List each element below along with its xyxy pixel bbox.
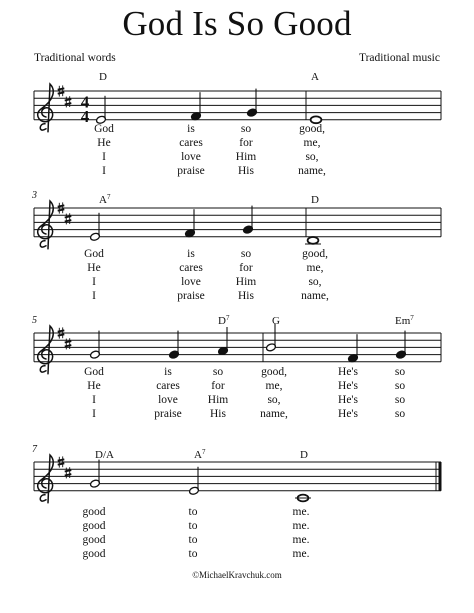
lyric-syllable: to (188, 520, 198, 532)
lyric-syllable: good, (299, 123, 325, 135)
chord-name: A (194, 449, 202, 461)
lyric-syllable: is (164, 366, 172, 378)
copyright-notice: ©MichaelKravchuk.com (192, 570, 282, 580)
lyric-syllable: God (94, 123, 114, 135)
lyric-syllable: good, (261, 366, 287, 378)
chord-name: A (311, 71, 319, 83)
lyrics-credit: Traditional words (34, 52, 116, 64)
lyric-syllable: I (92, 276, 96, 288)
lyric-syllable: God (84, 248, 104, 260)
lyric-syllable: He (97, 137, 111, 149)
chord-name: D/A (95, 449, 114, 461)
chord-symbol (272, 315, 280, 327)
lyric-syllable: so (394, 394, 406, 406)
lyric-syllable: He's (338, 366, 358, 378)
chord-name: D (218, 315, 226, 327)
lyric-syllable: name, (260, 408, 288, 420)
chord-name: Em (395, 315, 411, 327)
chord-superscript: 7 (225, 314, 230, 322)
lyric-syllable: He's (338, 408, 358, 420)
lyric-syllable: for (239, 262, 253, 274)
chord-symbol (395, 314, 414, 327)
chord-symbol (218, 314, 230, 327)
lyric-syllable: good (82, 534, 106, 546)
lyric-syllable: me. (292, 548, 310, 560)
lyric-syllable: so (394, 366, 406, 378)
lyric-syllable: for (211, 380, 225, 392)
chord-name: D (311, 194, 319, 206)
lyric-syllable: me, (265, 380, 283, 392)
lyric-syllable: I (92, 394, 96, 406)
lyric-syllable: so, (305, 151, 319, 163)
lyric-syllable: good (82, 520, 106, 532)
lyric-syllable: Him (235, 276, 257, 288)
measure-number: 3 (32, 190, 37, 201)
chord-name: G (272, 315, 280, 327)
lyric-syllable: love (181, 151, 201, 163)
chord-symbol (300, 449, 308, 461)
lyric-syllable: good (82, 548, 106, 560)
lyric-syllable: to (188, 548, 198, 560)
music-credit: Traditional music (358, 52, 440, 64)
lyric-syllable: to (188, 506, 198, 518)
lyric-syllable: Him (235, 151, 257, 163)
lyric-syllable: cares (179, 262, 203, 274)
song-title: God Is So Good (122, 4, 352, 43)
chord-superscript: 7 (201, 448, 206, 456)
lyric-syllable: so (212, 366, 224, 378)
chord-symbol (194, 448, 206, 461)
chord-symbol (95, 449, 114, 461)
lyric-syllable: me, (303, 137, 321, 149)
lyric-syllable: He (87, 380, 101, 392)
lyric-syllable: He's (338, 380, 358, 392)
chord-superscript: 7 (106, 193, 111, 201)
chord-symbol (311, 71, 319, 83)
lyric-syllable: me. (292, 506, 310, 518)
lyric-syllable: cares (156, 380, 180, 392)
lyric-syllable: so, (267, 394, 281, 406)
lyric-syllable: me. (292, 534, 310, 546)
lyric-syllable: so (394, 380, 406, 392)
lyric-syllable: good (82, 506, 106, 518)
chord-name: A (99, 194, 107, 206)
measure-number: 5 (32, 315, 37, 326)
lyric-syllable: I (102, 151, 106, 163)
chord-name: D (300, 449, 308, 461)
lyric-syllable: love (158, 394, 178, 406)
lyric-syllable: good, (302, 248, 328, 260)
lyric-syllable: God (84, 366, 104, 378)
lyric-syllable: name, (301, 290, 329, 302)
lyric-syllable: so (394, 408, 406, 420)
lyric-syllable: I (92, 290, 96, 302)
lyric-syllable: His (238, 290, 254, 302)
lyric-syllable: cares (179, 137, 203, 149)
lyric-syllable: to (188, 534, 198, 546)
lyric-syllable: His (238, 165, 254, 177)
whole-note (308, 237, 319, 244)
lyric-syllable: I (102, 165, 106, 177)
lyric-syllable: for (239, 137, 253, 149)
lyric-syllable: is (187, 248, 195, 260)
lyric-syllable: is (187, 123, 195, 135)
staff-system (32, 314, 441, 420)
lyric-syllable: He (87, 262, 101, 274)
lyric-syllable: love (181, 276, 201, 288)
staff-system (31, 190, 441, 302)
staff-system (32, 444, 441, 560)
lyric-syllable: so (240, 123, 252, 135)
chord-name: D (99, 71, 107, 83)
time-signature-top: 4 (80, 92, 90, 112)
lyric-syllable: I (92, 408, 96, 420)
chord-symbol (99, 71, 107, 83)
staff-system (34, 71, 441, 177)
lyric-syllable: so (240, 248, 252, 260)
chord-symbol (311, 194, 319, 206)
chord-superscript: 7 (410, 314, 414, 322)
lyric-syllable: name, (298, 165, 326, 177)
lyric-syllable: Him (207, 394, 229, 406)
lyric-syllable: praise (177, 290, 205, 302)
time-signature-bottom: 4 (80, 107, 90, 126)
lyric-syllable: me. (292, 520, 310, 532)
measure-number: 7 (32, 444, 37, 455)
lyric-syllable: so, (308, 276, 322, 288)
lyric-syllable: praise (177, 165, 205, 177)
chord-symbol (99, 193, 111, 206)
lyric-syllable: He's (338, 394, 358, 406)
lyric-syllable: His (210, 408, 226, 420)
lyric-syllable: praise (154, 408, 182, 420)
lyric-syllable: me, (306, 262, 324, 274)
